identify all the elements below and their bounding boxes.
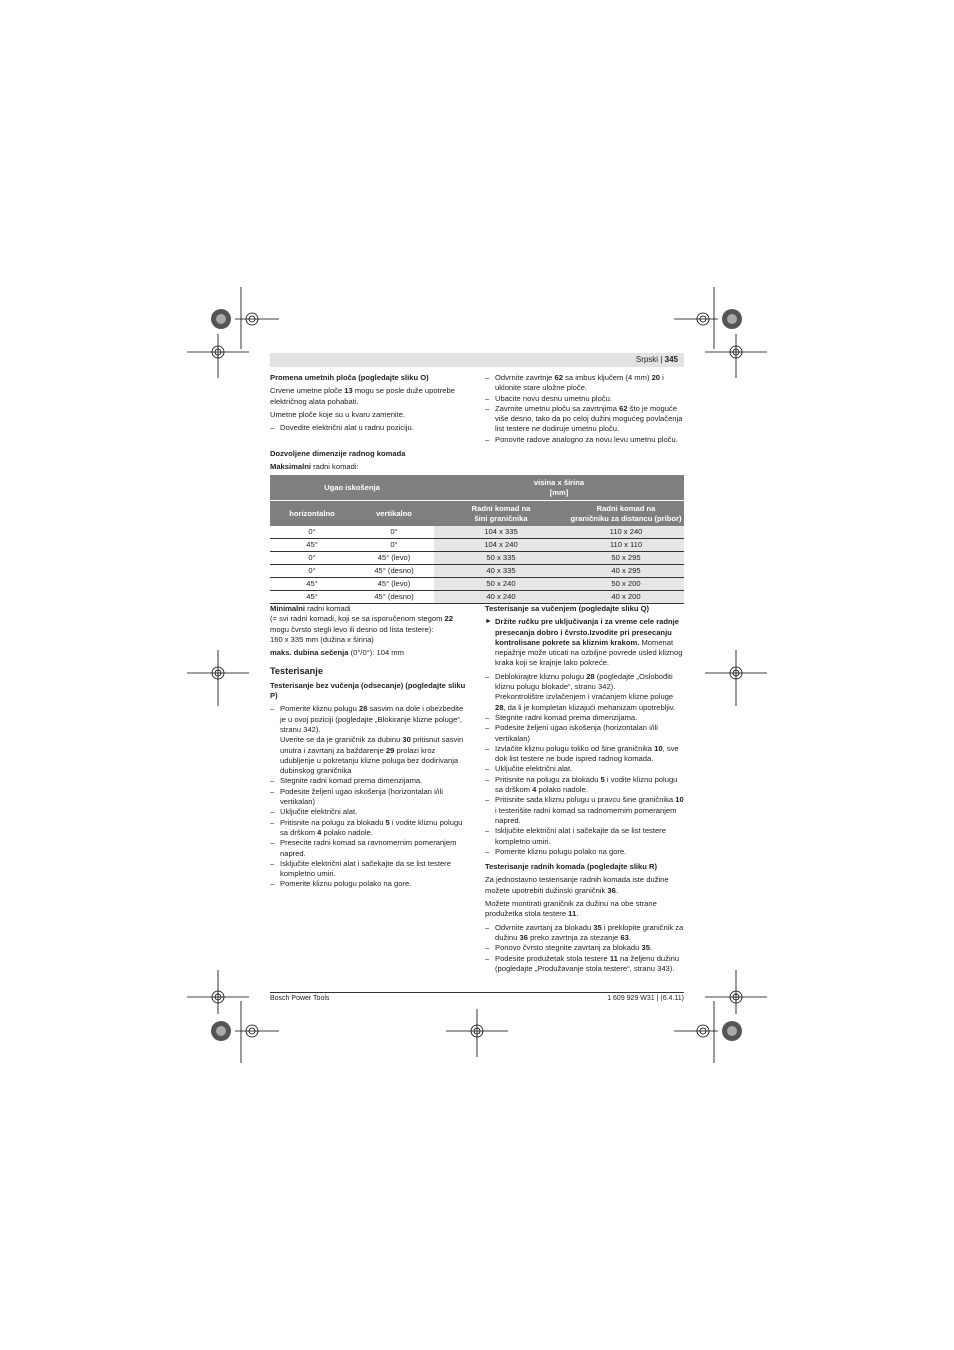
table-cell: 45° — [270, 578, 354, 591]
list-item: – Odvrnite zavrtnje 62 sa imbus ključem (4 mm) 20 i uklonite stare uložne ploče. — [485, 373, 685, 394]
table-header-horizontal: horizontalno — [270, 501, 354, 527]
list-item: – Podesite željeni ugao iskošenja (horizontalan i/ili vertikalan) — [270, 787, 470, 808]
list — [485, 923, 685, 974]
table-row — [270, 578, 684, 591]
table-cell: 45° (desno) — [354, 565, 434, 578]
depth-line: maks. dubina sečenja (0°/0°): 104 mm — [270, 648, 404, 658]
list-item: – Pomerite kliznu polugu polako na gore. — [270, 879, 470, 889]
table-cell: 0° — [354, 526, 434, 539]
paragraph: Za jednostavno testerisanje radnih komada iste dužine možete upotrebiti dužinski graničnik 36. — [485, 875, 669, 895]
min-line: Minimalni radni komadi (= svi radni komadi, koji se sa isporučenom stegom 22 mogu čvrsto stegli levo ili desno od lista testere): 160 x 335 mm (dužina x širina) — [270, 604, 453, 644]
left-bottom-section — [270, 604, 470, 893]
table-cell: 104 x 240 — [434, 539, 568, 552]
table-header-rail: Radni komad na šini graničnika — [434, 501, 568, 527]
list-item: – Zavrnite umetnu ploču sa zavrtnjima 62 što je moguće više desno, tako da po celoj dužini mogućeg povlačenja list testere ne dodiruje umetnu ploču. — [485, 404, 685, 435]
table-cell: 0° — [270, 565, 354, 578]
list-item: – Podesite željeni ugao iskošenja (horizontalan i/ili vertikalan) — [485, 723, 685, 744]
table-row — [270, 526, 684, 539]
table-cell: 40 x 335 — [434, 565, 568, 578]
footer-divider — [270, 992, 684, 993]
list-item: – Pritisnite sada kliznu polugu u pravcu šine graničnika 10 i testerišite radni komad sa radnomernim pomeranjem napred. — [485, 795, 685, 826]
table-cell: 40 x 240 — [434, 591, 568, 604]
subsection-title: Testerisanje radnih komada (pogledajte sliku R) — [485, 862, 658, 872]
subsection-title: Testerisanje bez vučenja (odsecanje) (pogledajte sliku P) — [270, 680, 466, 701]
table-row — [270, 552, 684, 565]
section-title-dimensions: Dozvoljene dimenzije radnog komada — [270, 449, 406, 458]
table-cell: 45° — [270, 539, 354, 552]
table-cell: 45° (desno) — [354, 591, 434, 604]
header-text — [636, 355, 678, 364]
table-cell: 110 x 110 — [568, 539, 684, 552]
list — [270, 423, 470, 433]
table-header-spacer: Radni komad na graničniku za distancu (pribor) — [568, 501, 684, 527]
list-item: – Stegnite radni komad prema dimenzijama. — [270, 776, 470, 786]
list-item: – Isključite električni alat i sačekajte da se list testere kompletno umiri. — [270, 859, 470, 880]
table-cell: 0° — [354, 539, 434, 552]
table-row — [270, 591, 684, 604]
list — [485, 373, 685, 445]
section-title-sawing: Testerisanje — [270, 666, 323, 677]
paragraph: Možete montirati graničnik za dužinu na obe strane produžetka stola testere 11. — [485, 899, 657, 919]
warning-paragraph: ► Držite ručku pre uključivanja i za vreme cele radnje presecanja dobro i čvrsto.Izvodite pri presecanju kontrolisane pokrete sa kliznim krakom. Momenat nepažnje može uticati na ozbiljne povrede usled kliznog kraka koji se krajnje lako pokreće. — [485, 617, 683, 668]
right-top-section — [485, 373, 685, 448]
list-item: – Uključite električni alat. — [485, 764, 685, 774]
list-item: – Izvlačite kliznu polugu toliko od šine graničnika 10, sve dok list testere ne bude ispred radnog komada. — [485, 744, 685, 765]
list-item: – Dovedite električni alat u radnu poziciju. — [270, 423, 470, 433]
table-cell: 104 x 335 — [434, 526, 568, 539]
list-item: – Pritisnite na polugu za blokadu 5 i vodite kliznu polugu sa drškom 4 polako nadole. — [485, 775, 685, 796]
list-item: – Ponovo čvrsto stegnite zavrtanj za blokadu 35. — [485, 943, 685, 953]
list-item: – Pomerite kliznu polugu polako na gore. — [485, 847, 685, 857]
table-cell: 50 x 295 — [568, 552, 684, 565]
table-cell: 45° (levo) — [354, 552, 434, 565]
table-cell: 50 x 335 — [434, 552, 568, 565]
table-cell: 50 x 200 — [568, 578, 684, 591]
list-item: – Ponovite radove analogno za novu levu umetnu ploču. — [485, 435, 685, 445]
table-row — [270, 565, 684, 578]
subsection-title: Testerisanje sa vučenjem (pogledajte sliku Q) — [485, 604, 650, 613]
page-number: 345 — [664, 355, 678, 364]
list-item: – Stegnite radni komad prema dimenzijama. — [485, 713, 685, 723]
list — [270, 704, 470, 889]
paragraph: Maksimalni radni komadi: — [270, 462, 359, 472]
dimensions-table — [270, 475, 684, 604]
table-body — [270, 526, 684, 604]
table-cell: 45° (levo) — [354, 578, 434, 591]
footer-doc-number: 1 609 929 W31 | (6.4.11) — [607, 995, 684, 1002]
list-item: – Uključite električni alat. — [270, 807, 470, 817]
table-cell: 40 x 295 — [568, 565, 684, 578]
table-cell: 40 x 200 — [568, 591, 684, 604]
table-row — [270, 539, 684, 552]
footer-publisher: Bosch Power Tools — [270, 995, 330, 1002]
table-cell: 45° — [270, 591, 354, 604]
list-item: – Odvrnite zavrtanj za blokadu 35 i preklopite graničnik za dužinu 36 preko zavrtnja za stezanje 63. — [485, 923, 685, 944]
page-header — [270, 353, 684, 367]
right-bottom-section — [485, 604, 685, 977]
list-item: – Presecite radni komad sa ravnomernim pomeranjem napred. — [270, 838, 470, 859]
left-top-section — [270, 373, 470, 436]
list-item: – Pomerite kliznu polugu 28 sasvim na dole i obezbedite je u ovoj poziciji (pogledajte „Blokiranje klizne poluge“, stranu 342). Uverite se da je graničnik za dubinu 30 pritisnut sasvin unutra i zavrtanj za baždarenje 29 prolazi kroz udubljenje u pokretanju klizne poluga bez dodirivanja dubinskog graničnika — [270, 704, 470, 776]
table-cell: 0° — [270, 526, 354, 539]
list — [485, 672, 685, 857]
warning-arrow-icon: ► — [485, 618, 492, 626]
list-item: – Podesite produžetak stola testere 11 na željenu dužinu (pogledajte „Produžavanje stola testere“, stranu 343). — [485, 954, 685, 975]
list-item: – Deblokirajtre kliznu polugu 28 (pogledajte „Oslobođiti kliznu polugu blokade“, stranu 342). Prekontrolištre izvlačenjem i vraćanjem klizne poluge 28, da li je kompletan klizajući mehanizam upotrebljiv. — [485, 672, 685, 713]
table-cell: 50 x 240 — [434, 578, 568, 591]
table-header-size: visina x širina [mm] — [434, 475, 684, 501]
section-title-insert-plates: Promena umetnih ploča (pogledajte sliku O) — [270, 373, 429, 382]
header-language: Srpski — [635, 355, 659, 364]
paragraph: Crvene umetne ploče 13 mogu se posle duže upotrebe električnog alata pohabati. — [270, 386, 455, 406]
table-cell: 0° — [270, 552, 354, 565]
list-item: – Isključite električni alat i sačekajte da se list testere kompletno umiri. — [485, 826, 685, 847]
dims-section — [270, 449, 570, 476]
paragraph: Umetne ploče koje su u kvaru zamenite. — [270, 409, 406, 419]
list-item: – Pritisnite na polugu za blokadu 5 i vodite kliznu polugu sa drškom 4 polako nadole. — [270, 818, 470, 839]
list-item: – Ubacite novu desnu umetnu ploču. — [485, 394, 685, 404]
header-separator: | — [660, 355, 663, 364]
table-header-vertical: vertikalno — [354, 501, 434, 527]
table-cell: 110 x 240 — [568, 526, 684, 539]
table-header-angle: Ugao iskošenja — [270, 475, 434, 501]
